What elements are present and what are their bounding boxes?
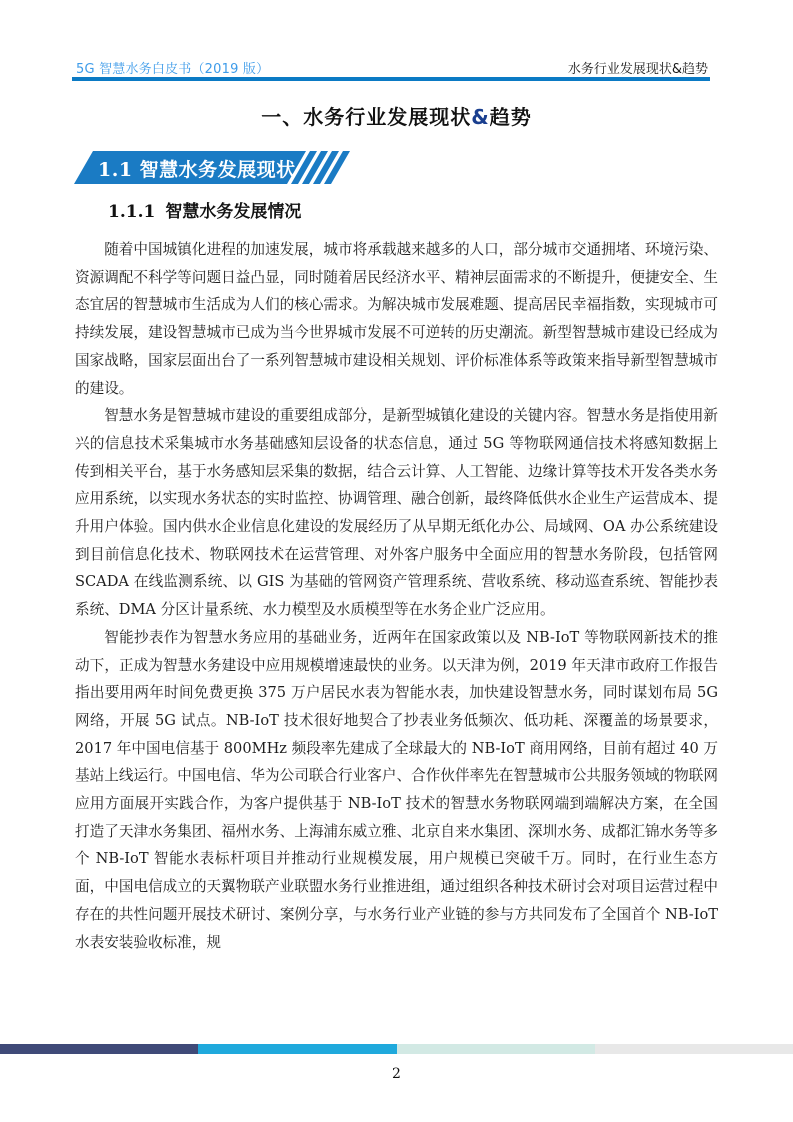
page-number: 2 bbox=[392, 1066, 401, 1082]
footer-bar-segment bbox=[0, 1044, 198, 1054]
chapter-title-suffix: 趋势 bbox=[489, 105, 532, 129]
header-document-title: 5G 智慧水务白皮书（2019 版） bbox=[76, 62, 270, 77]
paragraph: 智能抄表作为智慧水务应用的基础业务，近两年在国家政策以及 NB-IoT 等物联网新技术的推动下，正成为智慧水务建设中应用规模增速最快的业务。以天津为例，2019 年天津市政府工作报告指出要用两年时间免费更换 375 万户居民水表为智能水表，加快建设智慧水务，同时谋划布局 5G 网络，开展 5G 试点。NB-IoT 技术很好地契合了抄表业务低频次、低功耗、深覆盖的场景要求， 2017 年中国电信基于 800MHz 频段率先建成了全球最大的 NB-IoT 商用网络，目前有超过 40 万基站上线运行。中国电信、华为公司联合行业客户、合作伙伴率先在智慧城市公共服务领域的物联网应用方面展开实践合作，为客户提供基于 NB-IoT 技术的智慧水务物联网端到端解决方案，在全国打造了天津水务集团、福州水务、上海浦东威立雅、北京自来水集团、深圳水务、成都汇锦水务等多个 NB-IoT 智能水表标杆项目并推动行业规模发展，用户规模已突破千万。同时，在行业生态方面，中国电信成立的天翼物联产业联盟水务行业推进组，通过组织各种技术研讨会对项目运营过程中存在的共性问题开展技术研讨、案例分享，与水务行业产业链的参与方共同发布了全国首个 NB-IoT 水表安装验收标准，规 bbox=[75, 628, 718, 951]
subsection-text: 智慧水务发展情况 bbox=[165, 202, 302, 222]
paragraph: 随着中国城镇化进程的加速发展，城市将承载越来越多的人口，部分城市交通拥堵、环境污染、资源调配不科学等问题日益凸显，同时随着居民经济水平、精神层面需求的不断提升，便捷安全、生态宜居的智慧城市生活成为人们的核心需求。为解决城市发展难题、提高居民幸福指数，实现城市可持续发展，建设智慧城市已成为当今世界城市发展不可逆转的历史潮流。新型智慧城市建设已经成为国家战略，国家层面出台了一系列智慧城市建设相关规划、评价标准体系等政策来指导新型智慧城市的建设。 bbox=[75, 241, 718, 397]
body-text bbox=[75, 236, 718, 956]
header-rule bbox=[72, 77, 710, 81]
footer-bar-segment bbox=[397, 1044, 595, 1054]
footer-color-bar bbox=[0, 1044, 793, 1054]
section-banner bbox=[74, 151, 354, 184]
paragraph: 智慧水务是智慧城市建设的重要组成部分，是新型城镇化建设的关键内容。智慧水务是指使用新兴的信息技术采集城市水务基础感知层设备的状态信息，通过 5G 等物联网通信技术将感知数据上传到相关平台，基于水务感知层采集的数据，结合云计算、人工智能、边缘计算等技术开发各类水务应用系统，以实现水务状态的实时监控、协调管理、融合创新，最终降低供水企业生产运营成本、提升用户体验。国内供水企业信息化建设的发展经历了从早期无纸化办公、局域网、OA 办公系统建设到目前信息化技术、物联网技术在运营管理、对外客户服务中全面应用的智慧水务阶段，包括管网 SCADA 在线监测系统、以 GIS 为基础的管网资产管理系统、营收系统、移动巡查系统、智能抄表系统、DMA 分区计量系统、水力模型及水质模型等在水务企业广泛应用。 bbox=[75, 407, 718, 619]
chapter-title bbox=[0, 101, 793, 130]
subsection-title bbox=[108, 197, 301, 222]
page-header bbox=[72, 52, 710, 82]
subsection-number: 1.1.1 bbox=[108, 202, 156, 222]
footer-bar-segment bbox=[198, 1044, 396, 1054]
section-title: 1.1 智慧水务发展现状 bbox=[98, 159, 296, 181]
chapter-title-amp: & bbox=[471, 105, 490, 129]
footer-bar-segment bbox=[595, 1044, 793, 1054]
header-chapter-title: 水务行业发展现状&趋势 bbox=[567, 62, 708, 77]
chapter-title-prefix: 一、水务行业发展现状 bbox=[261, 105, 472, 129]
